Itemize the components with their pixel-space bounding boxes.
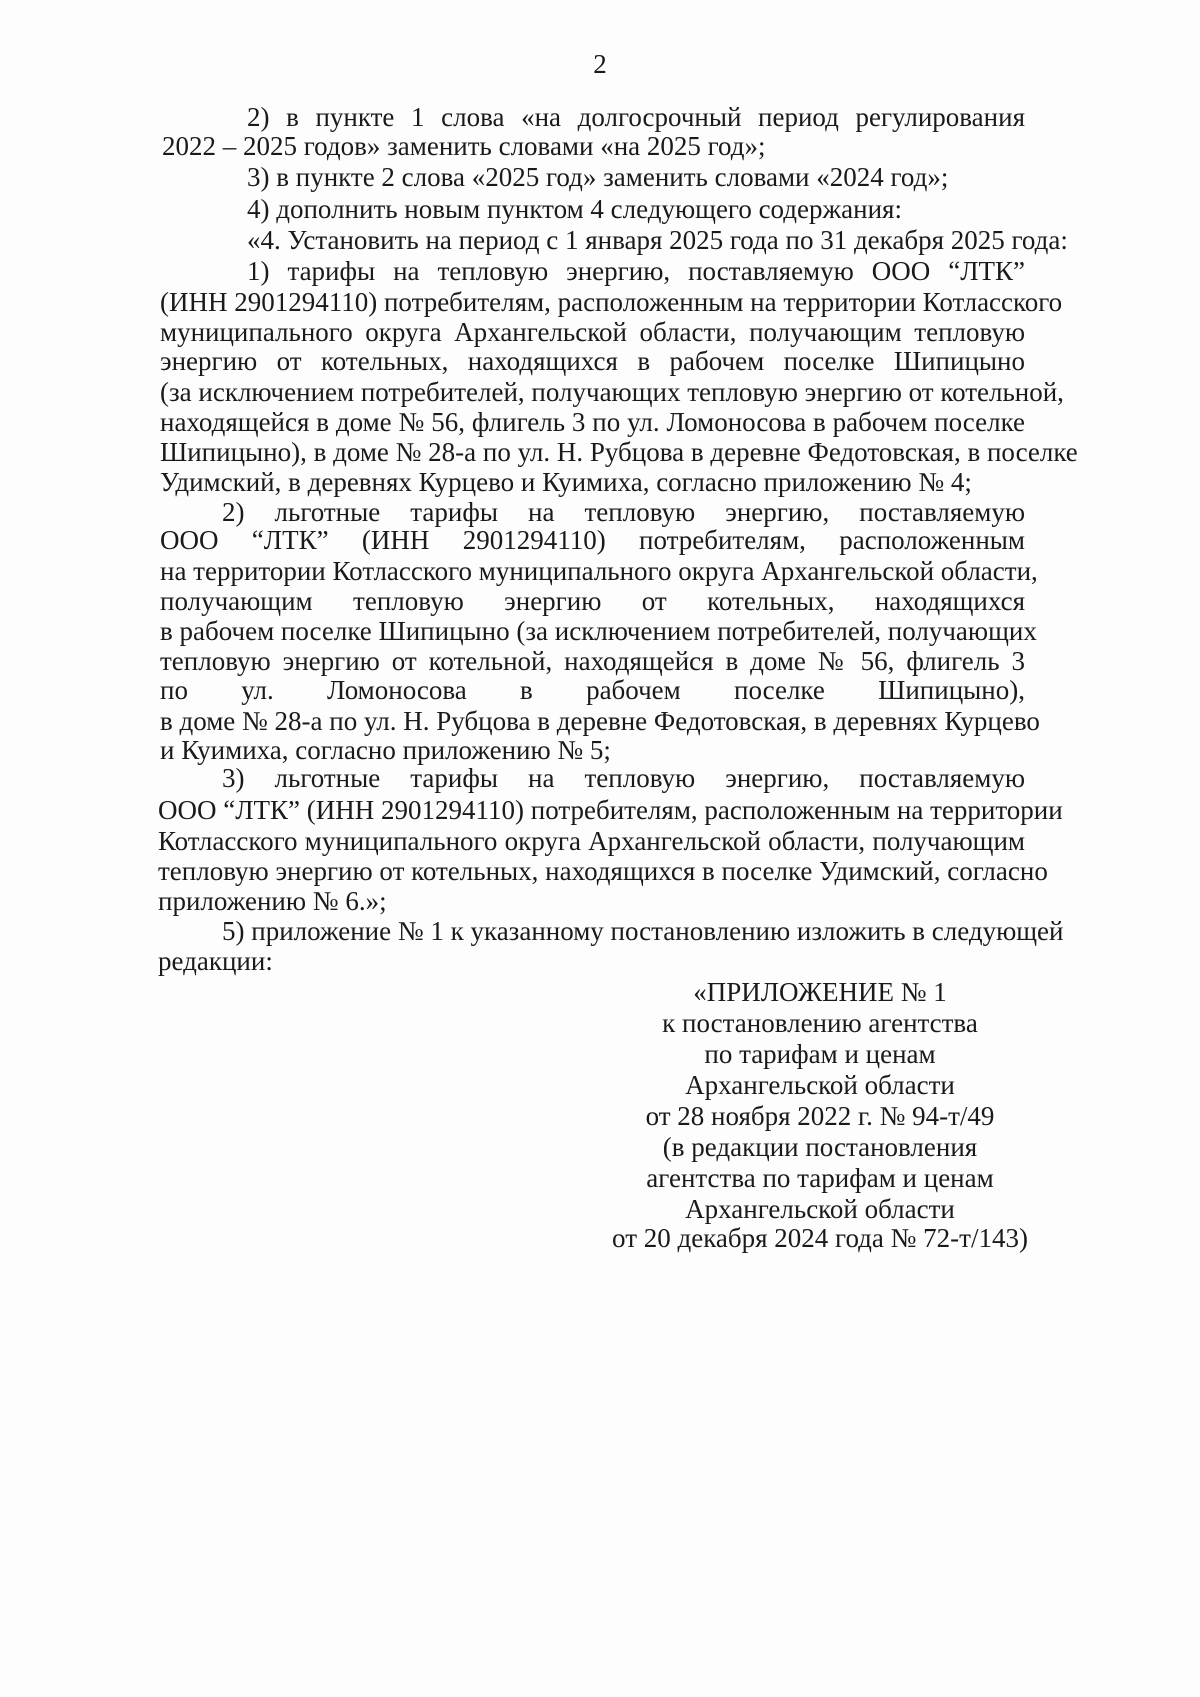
- text-line: ООО “ЛТК” (ИНН 2901294110) потребителям, расположенным на территории: [158, 795, 1063, 825]
- text-line: на территории Котласского муниципального округа Архангельской области,: [160, 556, 1038, 586]
- appendix-line: от 28 ноября 2022 г. № 94-т/49: [645, 1101, 995, 1131]
- appendix-line: (в редакции постановления: [662, 1132, 978, 1162]
- text-line: 4) дополнить новым пунктом 4 следующего содержания:: [247, 194, 902, 224]
- text-line: тепловую энергию от котельных, находящихся в поселке Удимский, согласно: [158, 856, 1048, 886]
- text-line: 5) приложение № 1 к указанному постановлению изложить в следующей: [222, 916, 1064, 946]
- page-number: 2: [593, 49, 607, 79]
- text-line: и Куимиха, согласно приложению № 5;: [160, 735, 611, 765]
- text-line: в доме № 28-а по ул. Н. Рубцова в деревне Федотовская, в деревнях Курцево: [160, 706, 1040, 736]
- text-line: тепловую энергию от котельной, находящейся в доме № 56, флигель 3: [160, 646, 1025, 676]
- appendix-line: к постановлению агентства: [662, 1008, 978, 1038]
- text-line: (за исключением потребителей, получающих тепловую энергию от котельной,: [160, 377, 1064, 407]
- text-line: 2022 – 2025 годов» заменить словами «на 2025 год»;: [162, 131, 766, 161]
- appendix-line: Архангельской области: [685, 1194, 955, 1224]
- text-line: по ул. Ломоносова в рабочем поселке Шипицыно),: [160, 675, 1025, 705]
- appendix-line: «ПРИЛОЖЕНИЕ № 1: [693, 977, 947, 1007]
- text-line: муниципального округа Архангельской области, получающим тепловую: [160, 317, 1025, 347]
- text-line: 2) льготные тарифы на тепловую энергию, поставляемую: [222, 497, 1025, 527]
- text-line: 3) в пункте 2 слова «2025 год» заменить словами «2024 год»;: [247, 162, 949, 192]
- text-line: 2) в пункте 1 слова «на долгосрочный период регулирования: [247, 102, 1025, 132]
- text-line: Котласского муниципального округа Архангельской области, получающим: [158, 826, 1025, 856]
- text-line: 3) льготные тарифы на тепловую энергию, поставляемую: [222, 763, 1025, 793]
- text-line: 1) тарифы на тепловую энергию, поставляемую ООО “ЛТК”: [247, 256, 1025, 286]
- text-line: «4. Установить на период с 1 января 2025 года по 31 декабря 2025 года:: [247, 225, 1068, 255]
- text-line: приложению № 6.»;: [158, 886, 387, 916]
- text-line: получающим тепловую энергию от котельных, находящихся: [160, 586, 1025, 616]
- text-line: Шипицыно), в доме № 28-а по ул. Н. Рубцова в деревне Федотовская, в поселке: [160, 437, 1078, 467]
- appendix-line: Архангельской области: [685, 1070, 955, 1100]
- appendix-line: по тарифам и ценам: [704, 1039, 936, 1069]
- text-line: энергию от котельных, находящихся в рабочем поселке Шипицыно: [160, 346, 1025, 376]
- text-line: в рабочем поселке Шипицыно (за исключением потребителей, получающих: [160, 616, 1037, 646]
- appendix-line: от 20 декабря 2024 года № 72-т/143): [612, 1223, 1028, 1253]
- text-line: Удимский, в деревнях Курцево и Куимиха, согласно приложению № 4;: [160, 467, 972, 497]
- text-line: (ИНН 2901294110) потребителям, расположенным на территории Котласского: [160, 287, 1063, 317]
- text-line: ООО “ЛТК” (ИНН 2901294110) потребителям, расположенным: [160, 525, 1025, 555]
- text-line: находящейся в доме № 56, флигель 3 по ул. Ломоносова в рабочем поселке: [160, 407, 1025, 437]
- appendix-line: агентства по тарифам и ценам: [646, 1163, 994, 1193]
- text-line: редакции:: [158, 946, 273, 976]
